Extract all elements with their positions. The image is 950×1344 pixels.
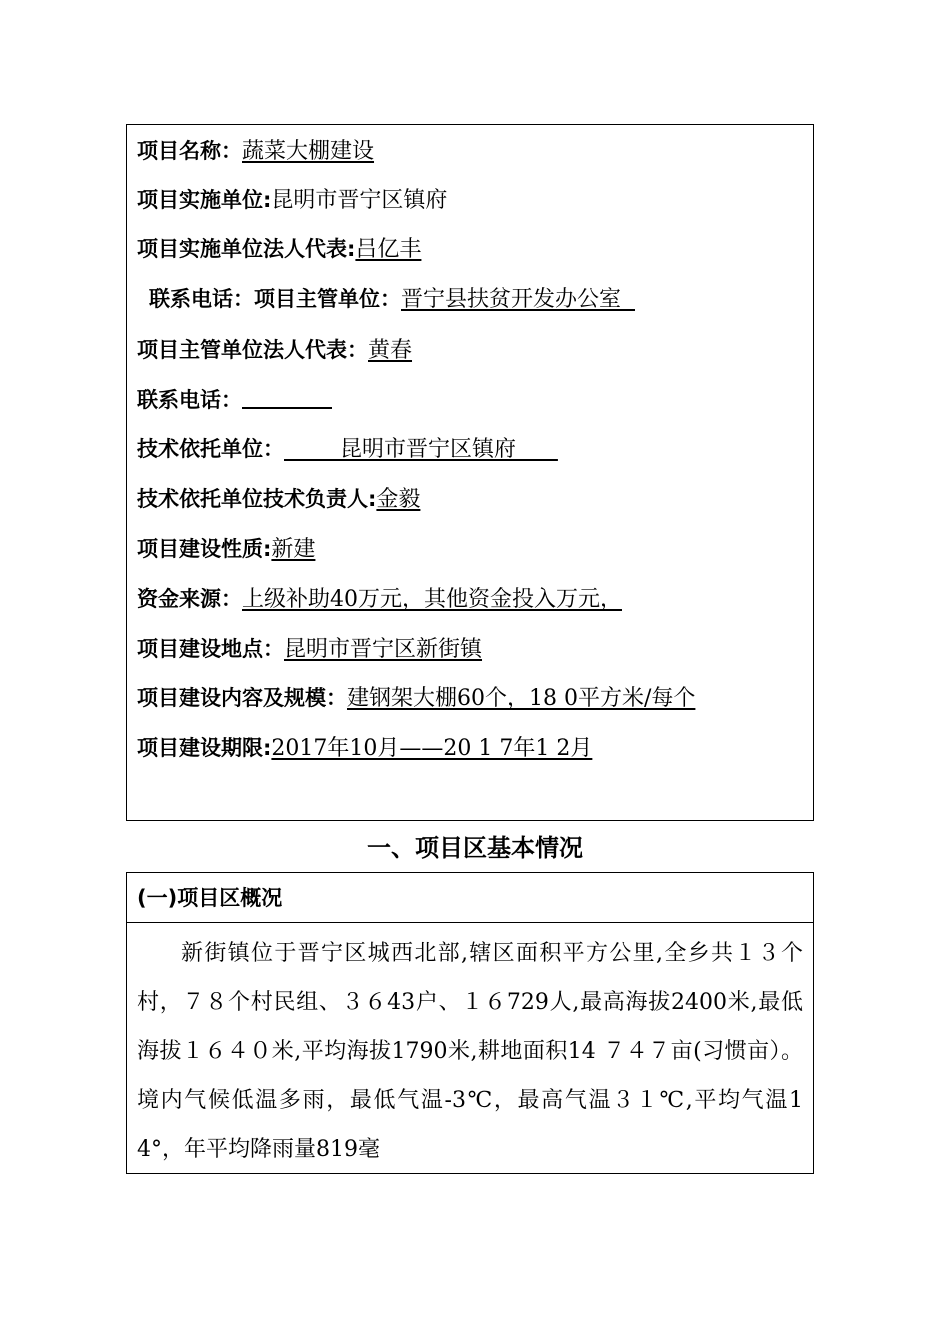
supervisor-rep-row (137, 333, 412, 367)
scope-value: 建钢架大棚60个，18 0平方米/每个 (347, 686, 696, 711)
scope-row (137, 681, 695, 715)
funding-row (137, 582, 622, 616)
period-label: 项目建设期限: (137, 736, 272, 760)
project-name-value: 蔬菜大棚建设 (242, 139, 375, 164)
period-value: 2017年10月——20 1 7年1 2月 (271, 736, 593, 761)
impl-rep-label: 项目实施单位法人代表: (137, 237, 356, 261)
project-name-row (137, 134, 374, 168)
project-area-box (126, 872, 814, 1174)
nature-value: 新建 (271, 537, 316, 562)
scope-label: 项目建设内容及规模： (137, 686, 347, 710)
nature-row (137, 532, 315, 566)
tech-lead-value: 金毅 (376, 487, 421, 512)
impl-rep-value: 吕亿丰 (355, 237, 422, 262)
tech-lead-row (137, 482, 420, 516)
location-row (137, 632, 482, 666)
phone-row-2 (137, 383, 332, 417)
section-title: 一、项目区基本情况 (367, 834, 583, 862)
phone-label-2: 联系电话： (137, 388, 242, 412)
location-value: 昆明市晋宁区新街镇 (284, 637, 483, 662)
supervisor-rep-label: 项目主管单位法人代表： (137, 338, 368, 362)
nature-label: 项目建设性质: (137, 537, 272, 561)
impl-unit-label: 项目实施单位: (137, 188, 272, 212)
impl-unit-row (137, 183, 447, 217)
phone-supervisor-row (149, 282, 635, 316)
tech-lead-label: 技术依托单位技术负责人: (137, 487, 377, 511)
impl-rep-row (137, 232, 421, 266)
tech-unit-label: 技术依托单位： (137, 437, 284, 461)
supervisor-value: 晋宁县扶贫开发办公室 (401, 287, 635, 312)
funding-label: 资金来源： (137, 587, 242, 611)
tech-unit-value: 昆明市晋宁区镇府 (284, 437, 558, 462)
funding-value: 上级补助40万元，其他资金投入万元， (242, 587, 622, 612)
supervisor-rep-value: 黄春 (368, 338, 413, 363)
project-name-label: 项目名称： (137, 139, 242, 163)
period-row (137, 731, 592, 765)
tech-unit-row (137, 432, 558, 466)
phone-blank (242, 383, 332, 409)
supervisor-label: 项目主管单位： (254, 287, 401, 311)
overview-paragraph: 新街镇位于晋宁区城西北部,辖区面积平方公里,全乡共１３个村，７８个村民组、３６43户、１６729人,最高海拔2400米,最低海拔１６４０米,平均海拔1790米,耕地面积14 ７４７亩(习惯亩）。境内气候低温多雨，最低气温-3℃，最高气温３１℃,平均气温14°，年平均降雨量819毫 (137, 941, 803, 1162)
impl-unit-value: 昆明市晋宁区镇府 (271, 188, 448, 213)
location-label: 项目建设地点： (137, 637, 284, 661)
phone-label-1: 联系电话： (149, 287, 254, 311)
sub-section-title: (一)项目区概况 (127, 873, 813, 923)
project-info-box (126, 124, 814, 821)
